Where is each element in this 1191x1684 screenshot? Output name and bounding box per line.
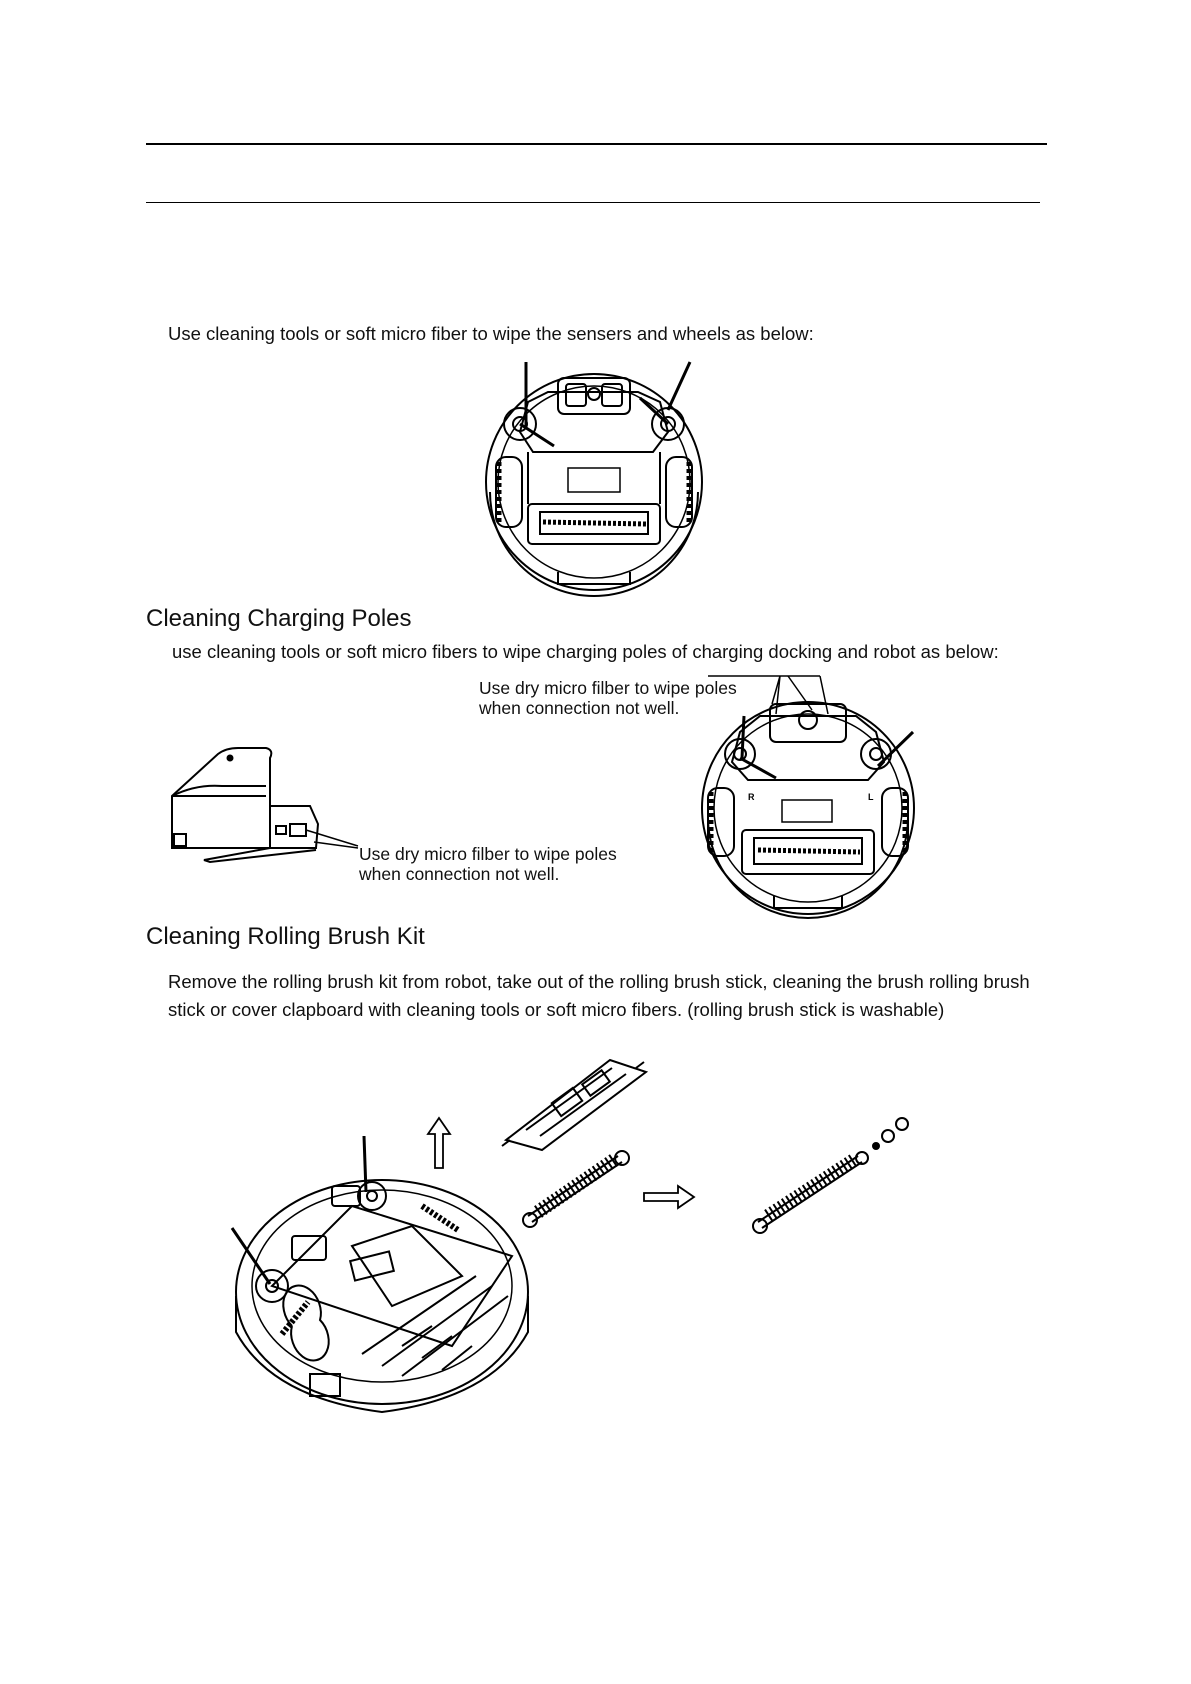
robot-bottom-diagram-2 [688,676,924,936]
brush-heading: Cleaning Rolling Brush Kit [146,923,425,950]
robot-bottom-diagram-1 [468,362,720,596]
robot-callout-line-2: when connection not well. [479,698,680,718]
wheel-label-left: L [868,792,874,802]
brush-instruction-line-1: Remove the rolling brush kit from robot, take out of the rolling brush stick, cleaning the brush rolling brush [168,971,1030,992]
brush-instruction-line-2: stick or cover clapboard with cleaning tools or soft micro fibers. (rolling brush stick is washable) [168,999,945,1020]
charging-dock-diagram [166,744,360,870]
right-arrow-icon [642,1184,696,1210]
robot-callout-leader [660,674,830,714]
sensors-instruction: Use cleaning tools or soft micro fiber to wipe the sensers and wheels as below: [168,323,814,344]
charging-heading: Cleaning Charging Poles [146,605,412,632]
up-arrow-icon [426,1116,452,1170]
charging-instruction: use cleaning tools or soft micro fibers to wipe charging poles of charging docking and robot as below: [172,641,999,662]
wheel-label-right: R [748,792,755,802]
rolling-brush-diagram [518,1146,634,1230]
brush-cover-diagram [500,1054,648,1150]
dock-callout-line-2: when connection not well. [359,864,560,884]
brush-disassembled-diagram [748,1112,908,1236]
dock-callout-line-1: Use dry micro filber to wipe poles [359,844,617,864]
robot-callout-line-1: Use dry micro filber to wipe poles [479,678,737,698]
header-rule-top [146,143,1047,145]
robot-iso-diagram [232,1136,542,1424]
header-rule-bottom [146,202,1040,203]
